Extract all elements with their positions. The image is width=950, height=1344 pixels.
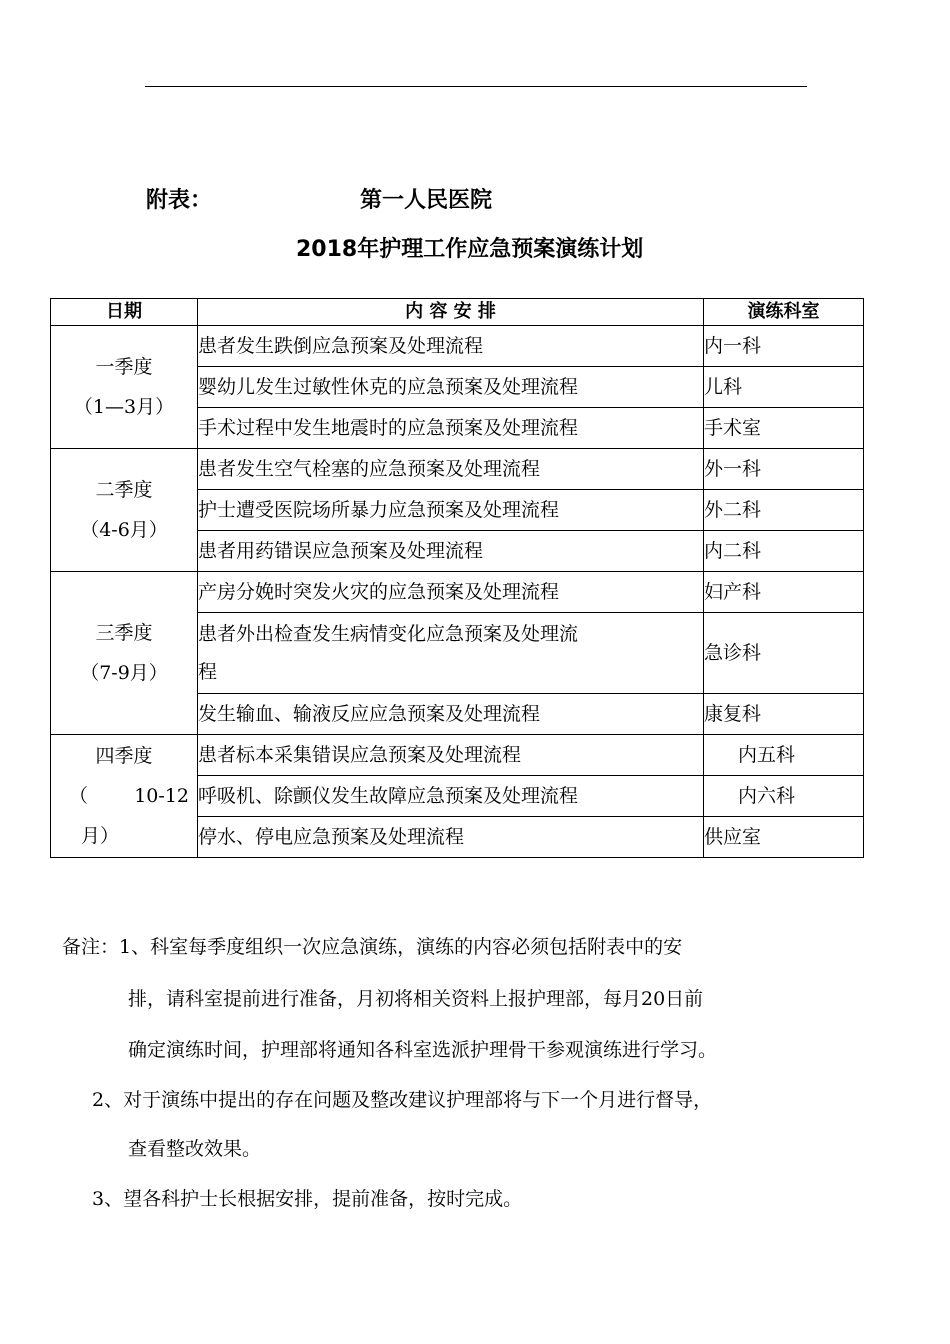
drill-department: 外二科 — [704, 490, 864, 531]
drill-content: 患者标本采集错误应急预案及处理流程 — [198, 735, 704, 776]
remark-line: 确定演练时间，护理部将通知各科室选派护理骨干参观演练进行学习。 — [128, 1039, 718, 1061]
drill-content: 患者用药错误应急预案及处理流程 — [198, 531, 704, 572]
remark-line: 排，请科室提前进行准备，月初将相关资料上报护理部，每月20日前 — [128, 988, 704, 1010]
drill-content-line: 患者外出检查发生病情变化应急预案及处理流 — [198, 623, 579, 645]
drill-content: 患者发生跌倒应急预案及处理流程 — [198, 326, 704, 367]
hospital-name: 第一人民医院 — [360, 188, 493, 213]
column-header-content: 内 容 安 排 — [198, 299, 704, 326]
drill-content: 停水、停电应急预案及处理流程 — [198, 817, 704, 858]
quarter-name: 三季度 — [95, 622, 153, 644]
quarter-range-number: 10-12 — [134, 785, 189, 807]
quarter-range-open: （ — [69, 785, 89, 807]
drill-content: 患者发生空气栓塞的应急预案及处理流程 — [198, 449, 704, 490]
table-row — [51, 735, 864, 776]
attachment-label: 附表： — [146, 188, 213, 213]
drill-content: 产房分娩时突发火灾的应急预案及处理流程 — [198, 572, 704, 613]
quarter-range: （1—3月） — [73, 396, 175, 418]
drill-department: 康复科 — [704, 694, 864, 735]
drill-content: 护士遭受医院场所暴力应急预案及处理流程 — [198, 490, 704, 531]
remark-line: 备注：1、科室每季度组织一次应急演练，演练的内容必须包括附表中的安 — [62, 936, 683, 958]
drill-department: 外一科 — [704, 449, 864, 490]
quarter-name: 二季度 — [95, 479, 153, 501]
drill-content: 手术过程中发生地震时的应急预案及处理流程 — [198, 408, 704, 449]
quarter-cell-q1 — [51, 326, 198, 449]
quarter-range: （7-9月） — [80, 662, 168, 684]
table-row — [51, 449, 864, 490]
drill-department: 内一科 — [704, 326, 864, 367]
drill-plan-table — [50, 298, 864, 858]
drill-content: 发生输血、输液反应应急预案及处理流程 — [198, 694, 704, 735]
remark-line: 3、望各科护士长根据安排，提前准备，按时完成。 — [92, 1188, 523, 1210]
drill-content: 呼吸机、除颤仪发生故障应急预案及处理流程 — [198, 776, 704, 817]
table-row — [51, 326, 864, 367]
quarter-cell-q3 — [51, 572, 198, 735]
quarter-range-close: 月） — [81, 825, 120, 847]
remark-line: 2、对于演练中提出的存在问题及整改建议护理部将与下一个月进行督导， — [92, 1089, 713, 1111]
quarter-range: （4-6月） — [80, 519, 168, 541]
drill-department: 急诊科 — [704, 613, 864, 694]
drill-department: 妇产科 — [704, 572, 864, 613]
header-rule — [145, 86, 807, 87]
drill-department: 内五科 — [704, 735, 864, 776]
quarter-name: 四季度 — [95, 745, 153, 767]
drill-department: 手术室 — [704, 408, 864, 449]
drill-department: 儿科 — [704, 367, 864, 408]
quarter-cell-q4 — [51, 735, 198, 858]
drill-content — [198, 613, 704, 694]
drill-department: 内二科 — [704, 531, 864, 572]
remark-line: 查看整改效果。 — [128, 1138, 262, 1160]
column-header-date: 日期 — [51, 299, 198, 326]
drill-content: 婴幼儿发生过敏性休克的应急预案及处理流程 — [198, 367, 704, 408]
quarter-range — [51, 776, 197, 816]
column-header-department: 演练科室 — [704, 299, 864, 326]
table-row — [51, 572, 864, 613]
plan-title: 2018年护理工作应急预案演练计划 — [296, 237, 644, 262]
quarter-cell-q2 — [51, 449, 198, 572]
drill-department: 内六科 — [704, 776, 864, 817]
drill-content-line: 程 — [198, 661, 218, 683]
quarter-name: 一季度 — [95, 356, 153, 378]
drill-department: 供应室 — [704, 817, 864, 858]
table-header-row — [51, 299, 864, 326]
